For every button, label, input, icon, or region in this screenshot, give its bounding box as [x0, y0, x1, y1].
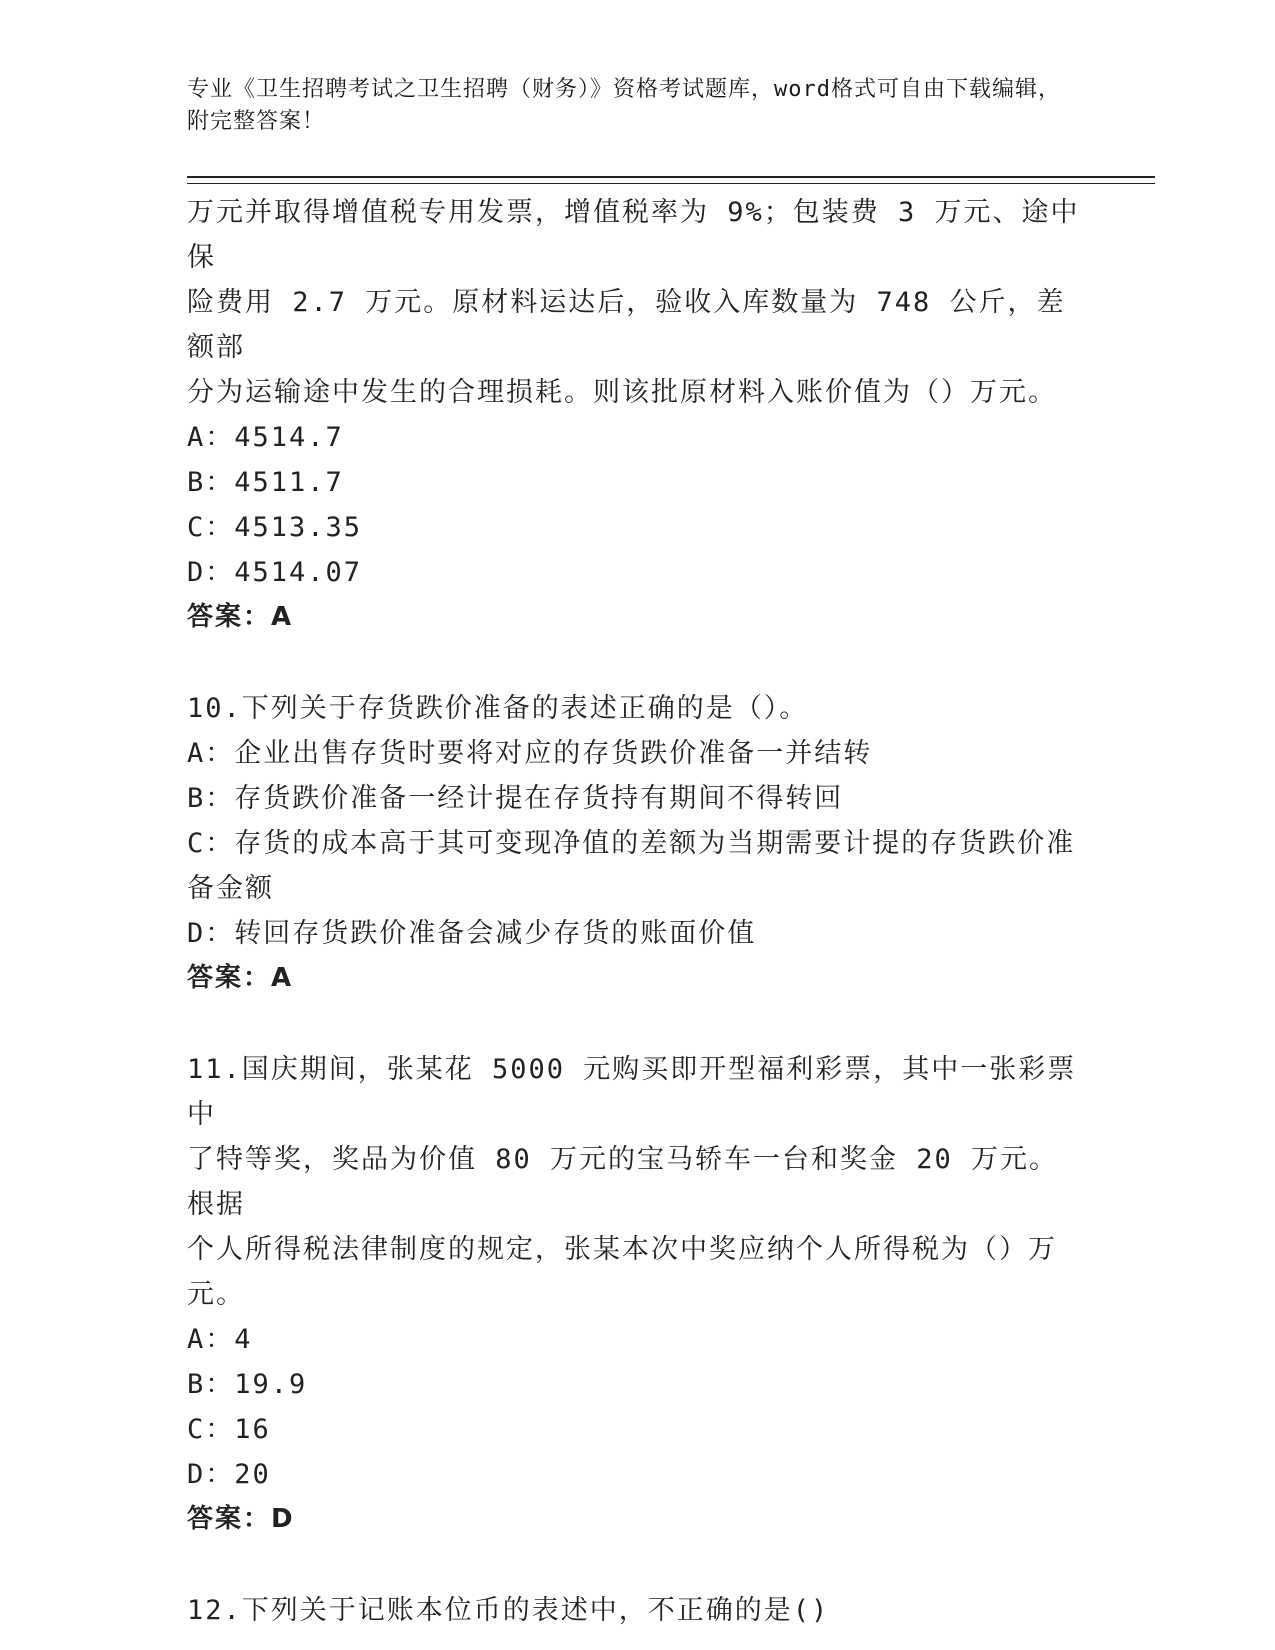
header-text: 专业《卫生招聘考试之卫生招聘（财务）》资格考试题库，word格式可自由下载编辑，附完整答案！: [187, 77, 1061, 134]
question-stem-line: 11.国庆期间，张某花 5000 元购买即开型福利彩票，其中一张彩票中: [187, 1054, 1077, 1130]
document-body: [187, 190, 1087, 1633]
question-11: [187, 1047, 1087, 1542]
option-a: A：企业出售存货时要将对应的存货跌价准备一并结转: [187, 738, 873, 769]
question-stem-line: 个人所得税法律制度的规定，张某本次中奖应纳个人所得税为（）万: [187, 1234, 1057, 1265]
question-text-line: 分为运输途中发生的合理损耗。则该批原材料入账价值为（）万元。: [187, 377, 1057, 408]
option-d: D：20: [187, 1459, 271, 1490]
answer-line: 答案：D: [187, 1504, 295, 1534]
question-stem: 12.下列关于记账本位币的表述中，不正确的是(): [187, 1595, 830, 1626]
spacer: [187, 640, 1087, 686]
question-10: [187, 686, 1087, 1001]
option-d: D：转回存货跌价准备会减少存货的账面价值: [187, 918, 757, 949]
option-c: C：4513.35: [187, 512, 363, 543]
question-stem-line: 了特等奖，奖品为价值 80 万元的宝马轿车一台和奖金 20 万元。根据: [187, 1144, 1059, 1220]
question-text-line: 万元并取得增值税专用发票，增值税率为 9%；包装费 3 万元、途中保: [187, 197, 1080, 273]
spacer: [187, 1001, 1087, 1047]
answer-line: 答案：A: [187, 963, 294, 993]
answer-line: 答案：A: [187, 602, 294, 632]
header-divider: [187, 176, 1155, 184]
option-b: B：19.9: [187, 1369, 308, 1400]
option-d: D：4514.07: [187, 557, 363, 588]
question-stem: 10.下列关于存货跌价准备的表述正确的是（）。: [187, 693, 809, 724]
option-a: A：4514.7: [187, 422, 344, 453]
question-12: [187, 1588, 1087, 1633]
question-9-continuation: [187, 190, 1087, 640]
option-c: C：16: [187, 1414, 271, 1445]
question-stem-line: 元。: [187, 1279, 245, 1310]
question-text-line: 险费用 2.7 万元。原材料运达后，验收入库数量为 748 公斤，差额部: [187, 287, 1066, 363]
option-b: B：4511.7: [187, 467, 344, 498]
option-a: A：4: [187, 1324, 253, 1355]
spacer: [187, 1542, 1087, 1588]
option-c: C：存货的成本高于其可变现净值的差额为当期需要计提的存货跌价准备金额: [187, 828, 1076, 904]
document-header: [187, 74, 1067, 138]
option-b: B：存货跌价准备一经计提在存货持有期间不得转回: [187, 783, 844, 814]
